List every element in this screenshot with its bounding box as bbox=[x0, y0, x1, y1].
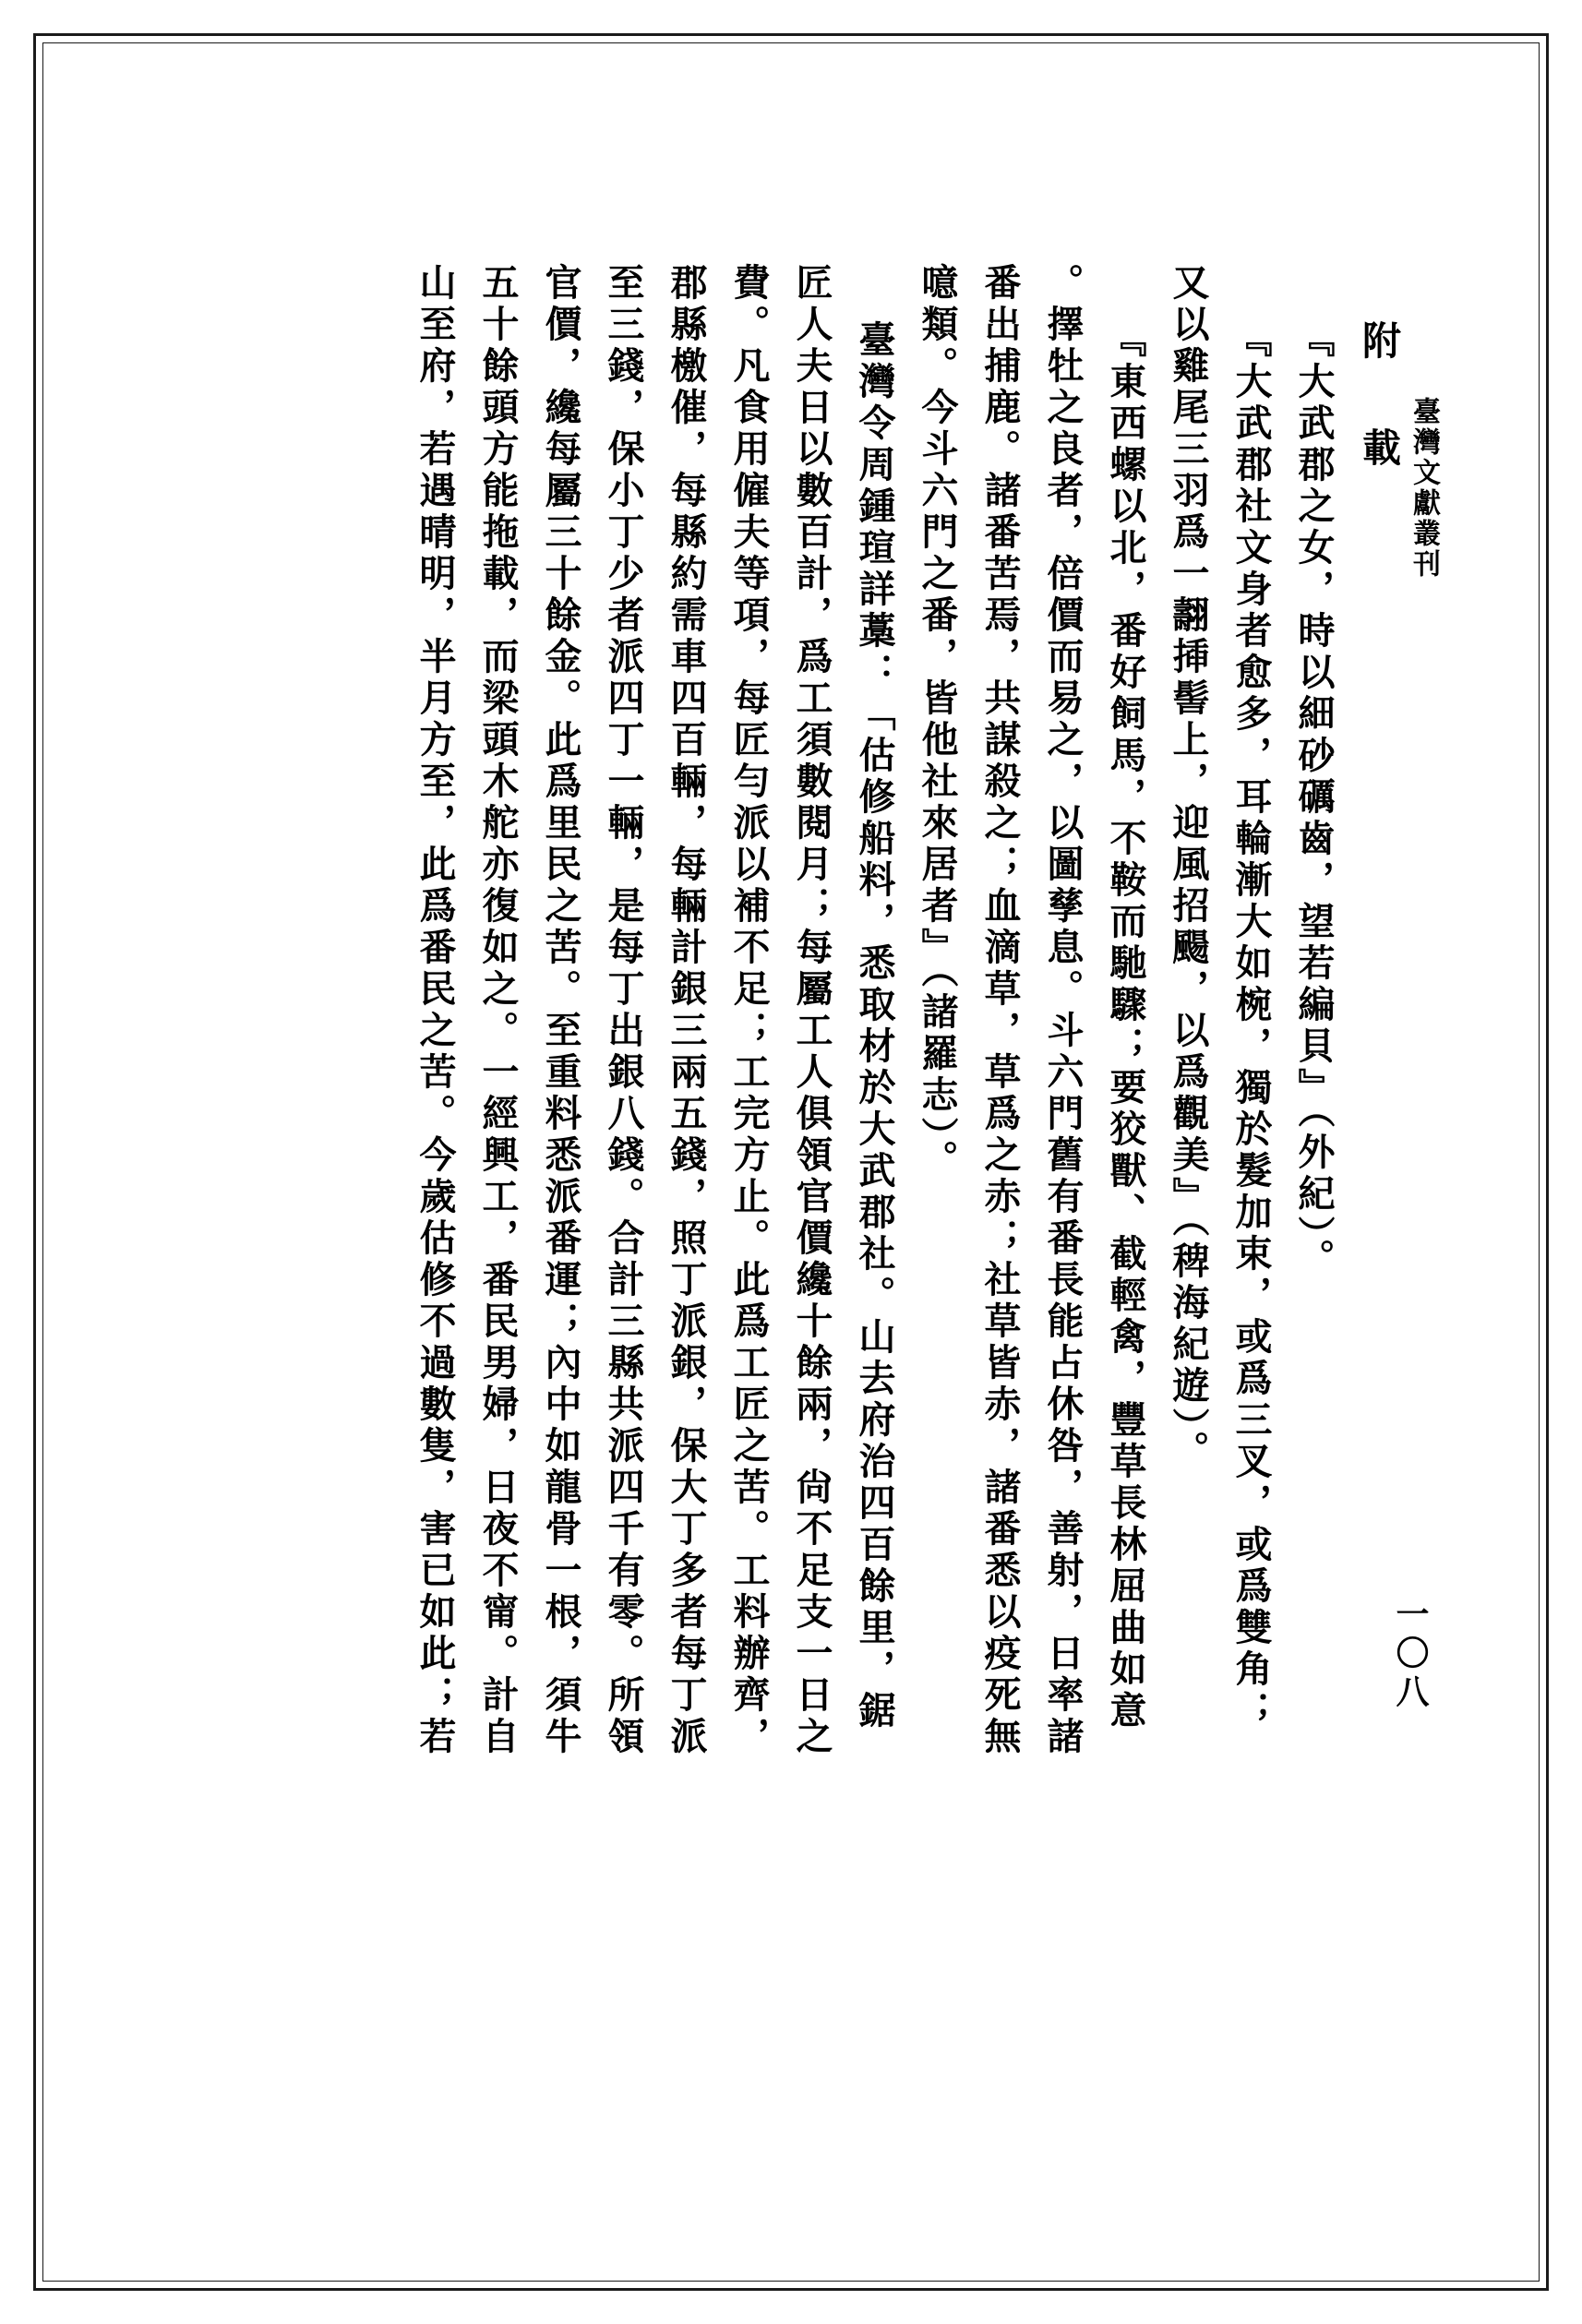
page-number: 一〇八 bbox=[1391, 1597, 1430, 1713]
body-column: 『大武郡社文身者愈多，耳輪漸大如椀，獨於髮加束，或爲三叉，或爲雙角； bbox=[1229, 320, 1273, 1732]
body-column: 『東西螺以北，番好飼馬，不鞍而馳驟；要狡獸、截輕禽，豐草長林屈曲如意 bbox=[1104, 320, 1147, 1732]
body-column: 番出捕鹿。諸番苦焉，共謀殺之；血滴草，草爲之赤；社草皆赤，諸番悉以疫死無 bbox=[978, 263, 1022, 1758]
body-column: 郡縣檄催，每縣約需車四百輛，每輛計銀三兩五錢，照丁派銀，保大丁多者每丁派 bbox=[665, 263, 708, 1758]
body-column: 費。凡食用僱夫等項，每匠勻派以補不足；工完方止。此爲工匠之苦。工料辦齊， bbox=[727, 263, 771, 1758]
body-column: 至三錢，保小丁少者派四丁一輛，是每丁出銀八錢。合計三縣共派四千有零。所領 bbox=[602, 263, 645, 1758]
body-column: 。擇牡之良者，倍價而易之，以圖孳息。斗六門舊有番長能占休咎，善射，日率諸 bbox=[1041, 263, 1085, 1758]
body-column: 臺灣令周鍾瑄詳藁：「估修船料，悉取材於大武郡社。山去府治四百餘里，鋸 bbox=[853, 320, 896, 1732]
body-column: 又以雞尾三羽爲一翿揷髻上，迎風招颺，以爲觀美』（稗海紀遊）。 bbox=[1167, 263, 1210, 1472]
body-column: 五十餘頭方能拖載，而梁頭木舵亦復如之。一經興工，番民男婦，日夜不甯。計自 bbox=[476, 263, 520, 1758]
section-heading: 附 載 bbox=[1357, 320, 1402, 481]
body-column: 匠人夫日以數百計，爲工須數閱月；每屬工人俱領官價纔十餘兩，尙不足支一日之 bbox=[790, 263, 833, 1758]
body-column: 官價，纔每屬三十餘金。此爲里民之苦。至重料悉派番運；內中如龍骨一根，須牛 bbox=[539, 263, 582, 1758]
body-column: 山至府，若遇晴明，半月方至，此爲番民之苦。今歲估修不過數隻，害已如此；若 bbox=[413, 263, 457, 1758]
vertical-text-block bbox=[88, 263, 1402, 2109]
body-column: 『大武郡之女，時以細砂礪齒，望若編貝』（外紀）。 bbox=[1292, 320, 1336, 1280]
running-head: 臺灣文獻叢刊 bbox=[1408, 397, 1440, 580]
body-column: 噫類。今斗六門之番，皆他社來居者』（諸羅志）。 bbox=[916, 263, 959, 1181]
